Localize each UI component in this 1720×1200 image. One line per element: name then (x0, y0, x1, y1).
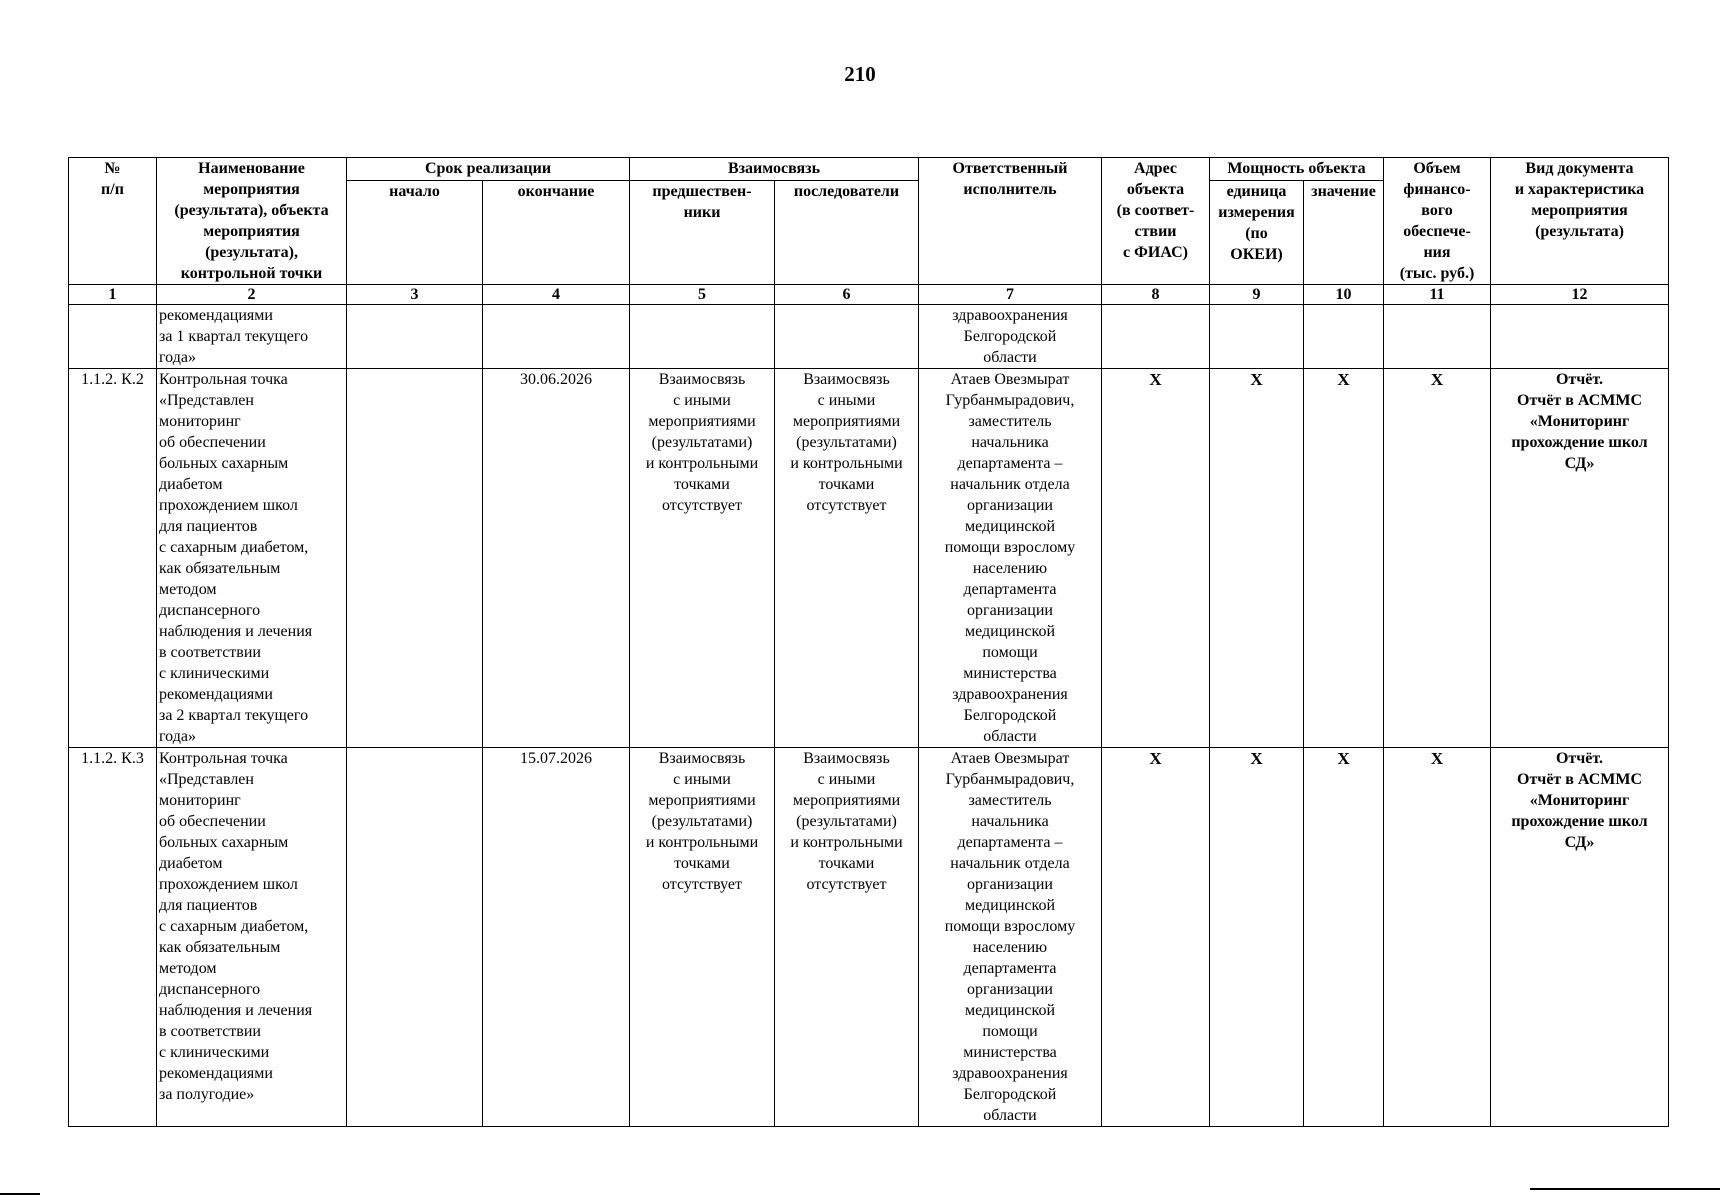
row-prev: Взаимосвязь с иными мероприятиями (результатами) и контрольными точками отсутствует (630, 748, 775, 1127)
column-number: 2 (157, 285, 347, 305)
row-address: Х (1102, 369, 1210, 748)
column-number-row (69, 285, 1669, 305)
row-num (69, 305, 157, 369)
column-number: 4 (483, 285, 630, 305)
column-number: 11 (1384, 285, 1491, 305)
row-start (347, 369, 483, 748)
header-address: Адрес объекта (в соответ- ствии с ФИАС) (1102, 158, 1210, 285)
column-number: 5 (630, 285, 775, 305)
row-end: 30.06.2026 (483, 369, 630, 748)
header-capacity: Мощность объекта (1210, 158, 1384, 181)
row-finance (1384, 305, 1491, 369)
column-number: 7 (919, 285, 1102, 305)
table-row (69, 305, 1669, 369)
row-end: 15.07.2026 (483, 748, 630, 1127)
row-address: Х (1102, 748, 1210, 1127)
header-name: Наименование мероприятия (результата), объекта мероприятия (результата), контрольной точки (157, 158, 347, 285)
header-capacity-unit: единица измерения (по ОКЕИ) (1210, 180, 1304, 284)
header-row-1 (69, 158, 1669, 181)
column-number: 3 (347, 285, 483, 305)
row-next: Взаимосвязь с иными мероприятиями (результатами) и контрольными точками отсутствует (775, 369, 919, 748)
row-value (1304, 305, 1384, 369)
row-name: Контрольная точка «Представлен мониторинг об обеспечении больных сахарным диабетом прохождением школ для пациентов с сахарным диабетом, как обязательным методом диспансерного наблюдения и лечения в соответствии с клиническими рекомендациями за 2 квартал текущего года» (157, 369, 347, 748)
header-period: Срок реализации (347, 158, 630, 181)
header-num: № п/п (69, 158, 157, 285)
row-unit: Х (1210, 369, 1304, 748)
row-end (483, 305, 630, 369)
scan-edge-line (0, 1193, 40, 1195)
page-number: 210 (844, 62, 876, 86)
header-capacity-value: значение (1304, 180, 1384, 284)
column-number: 12 (1491, 285, 1669, 305)
header-link: Взаимосвязь (630, 158, 919, 181)
row-doc: Отчёт. Отчёт в АСММС «Мониторинг прохождение школ СД» (1491, 748, 1669, 1127)
header-period-end: окончание (483, 180, 630, 284)
row-responsible: Атаев Овезмырат Гурбанмырадович, заместитель начальника департамента – начальник отдела организации медицинской помощи взрослому населению департамента организации медицинской помощи министерства здравоохранения Белгородской области (919, 748, 1102, 1127)
row-name: Контрольная точка «Представлен мониторинг об обеспечении больных сахарным диабетом прохождением школ для пациентов с сахарным диабетом, как обязательным методом диспансерного наблюдения и лечения в соответствии с клиническими рекомендациями за полугодие» (157, 748, 347, 1127)
header-link-next: последователи (775, 180, 919, 284)
header-doc: Вид документа и характеристика мероприятия (результата) (1491, 158, 1669, 285)
row-start (347, 748, 483, 1127)
column-number: 1 (69, 285, 157, 305)
row-unit: Х (1210, 748, 1304, 1127)
header-period-start: начало (347, 180, 483, 284)
header-link-prev: предшествен- ники (630, 180, 775, 284)
column-number: 9 (1210, 285, 1304, 305)
header-responsible: Ответственный исполнитель (919, 158, 1102, 285)
column-number: 6 (775, 285, 919, 305)
row-prev: Взаимосвязь с иными мероприятиями (результатами) и контрольными точками отсутствует (630, 369, 775, 748)
row-doc: Отчёт. Отчёт в АСММС «Мониторинг прохождение школ СД» (1491, 369, 1669, 748)
row-unit (1210, 305, 1304, 369)
plan-table (68, 157, 1669, 1127)
row-finance: Х (1384, 369, 1491, 748)
row-start (347, 305, 483, 369)
row-num: 1.1.2. К.3 (69, 748, 157, 1127)
row-num: 1.1.2. К.2 (69, 369, 157, 748)
row-value: Х (1304, 748, 1384, 1127)
row-value: Х (1304, 369, 1384, 748)
row-prev (630, 305, 775, 369)
row-next: Взаимосвязь с иными мероприятиями (результатами) и контрольными точками отсутствует (775, 748, 919, 1127)
column-number: 10 (1304, 285, 1384, 305)
row-name: рекомендациями за 1 квартал текущего года» (157, 305, 347, 369)
row-responsible: Атаев Овезмырат Гурбанмырадович, заместитель начальника департамента – начальник отдела организации медицинской помощи взрослому населению департамента организации медицинской помощи министерства здравоохранения Белгородской области (919, 369, 1102, 748)
column-number: 8 (1102, 285, 1210, 305)
row-finance: Х (1384, 748, 1491, 1127)
table-row (69, 369, 1669, 748)
row-next (775, 305, 919, 369)
header-finance: Объем финансо- вого обеспече- ния (тыс. руб.) (1384, 158, 1491, 285)
row-responsible: здравоохранения Белгородской области (919, 305, 1102, 369)
row-address (1102, 305, 1210, 369)
scan-edge-line (1530, 1188, 1720, 1190)
table-row (69, 748, 1669, 1127)
row-doc (1491, 305, 1669, 369)
